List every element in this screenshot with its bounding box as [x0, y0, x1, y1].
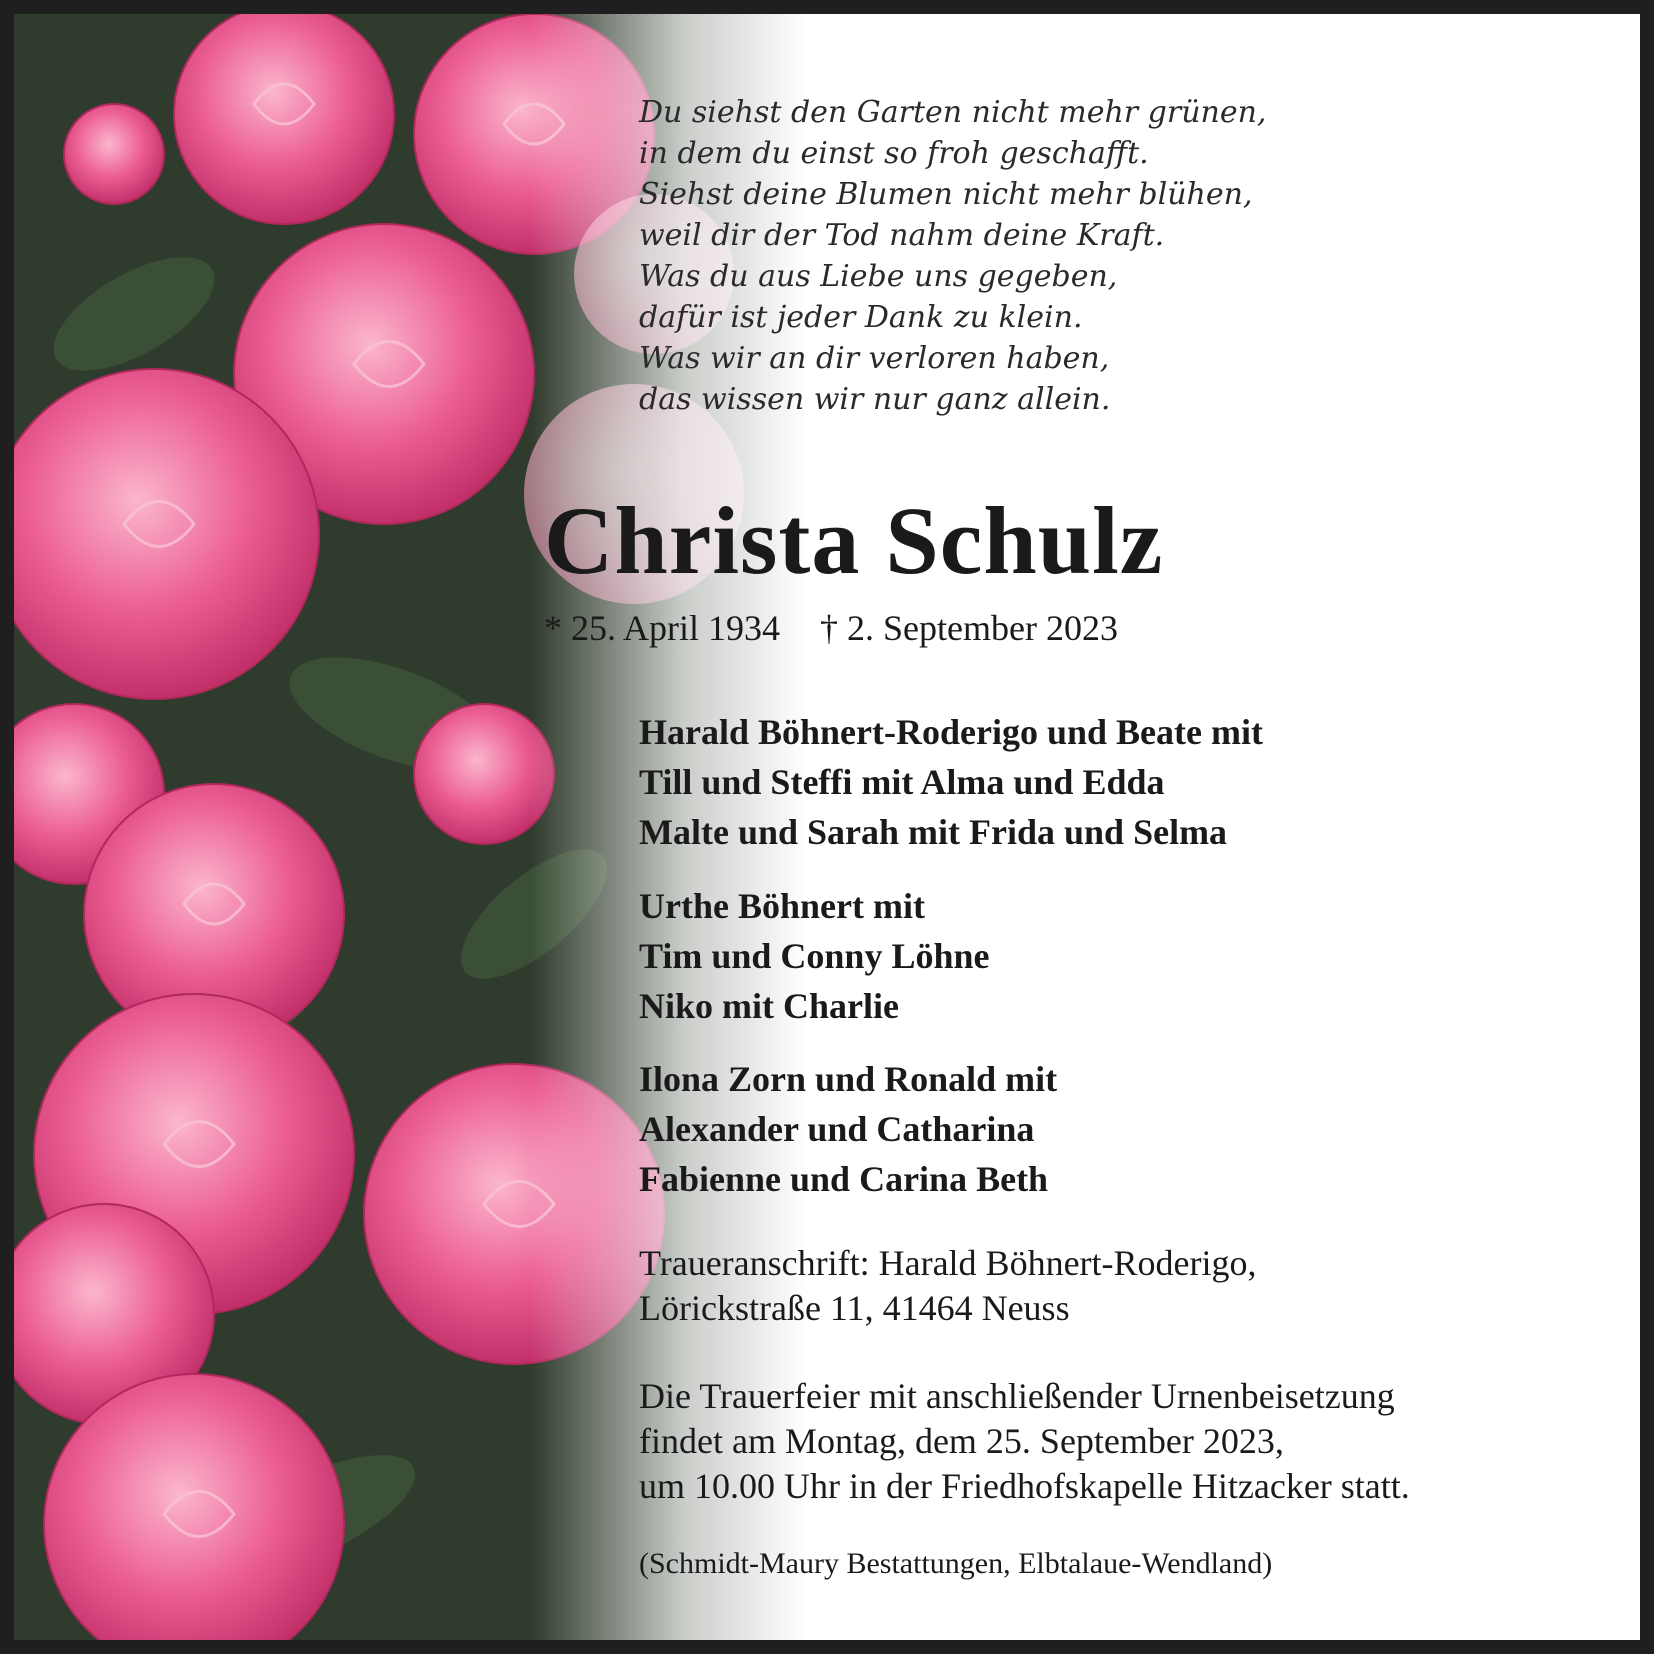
family-line: Harald Böhnert-Roderigo und Beate mit [639, 712, 1263, 752]
poem-line: Was du aus Liebe uns gegeben, [639, 259, 1118, 294]
mourning-address [639, 1241, 1619, 1331]
family-line: Tim und Conny Löhne [639, 936, 990, 976]
family-line: Malte und Sarah mit Frida und Selma [639, 812, 1228, 852]
death-date: † 2. September 2023 [820, 608, 1118, 648]
family-line: Niko mit Charlie [639, 986, 899, 1026]
family-group-2 [639, 881, 1459, 1031]
address-line: Traueranschrift: Harald Böhnert-Roderigo, [639, 1243, 1257, 1283]
life-dates [544, 606, 1158, 650]
poem-line: dafür ist jeder Dank zu klein. [639, 300, 1083, 335]
ceremony-line: um 10.00 Uhr in der Friedhofskapelle Hitzacker statt. [639, 1466, 1410, 1506]
family-group-1 [639, 707, 1459, 857]
ceremony-notice [639, 1374, 1619, 1509]
poem-line: Siehst deine Blumen nicht mehr blühen, [639, 177, 1253, 212]
family-line: Urthe Böhnert mit [639, 886, 925, 926]
poem [639, 92, 1359, 420]
undertaker-credit: (Schmidt-Maury Bestattungen, Elbtalaue-Wendland) [639, 1547, 1273, 1580]
family-group-3 [639, 1054, 1459, 1204]
family-line: Fabienne und Carina Beth [639, 1159, 1049, 1199]
deceased-name: Christa Schulz [544, 487, 1164, 594]
ceremony-line: findet am Montag, dem 25. September 2023, [639, 1421, 1284, 1461]
family-line: Ilona Zorn und Ronald mit [639, 1059, 1058, 1099]
poem-line: weil dir der Tod nahm deine Kraft. [639, 218, 1165, 253]
poem-line: das wissen wir nur ganz allein. [639, 382, 1111, 417]
birth-date: * 25. April 1934 [544, 608, 781, 648]
poem-line: Du siehst den Garten nicht mehr grünen, [639, 95, 1267, 130]
poem-line: in dem du einst so froh geschafft. [639, 136, 1149, 171]
address-line: Lörickstraße 11, 41464 Neuss [639, 1288, 1070, 1328]
poem-line: Was wir an dir verloren haben, [639, 341, 1110, 376]
family-line: Alexander und Catharina [639, 1109, 1035, 1149]
ceremony-line: Die Trauerfeier mit anschließender Urnenbeisetzung [639, 1376, 1395, 1416]
family-line: Till und Steffi mit Alma und Edda [639, 762, 1165, 802]
